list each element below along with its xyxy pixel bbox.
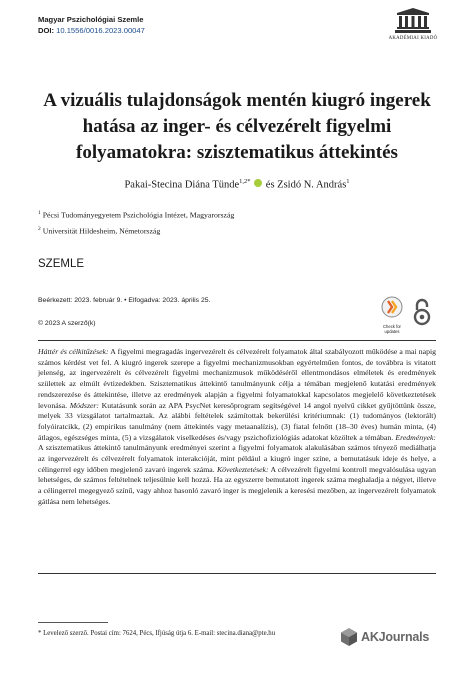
divider: [38, 573, 436, 574]
affiliation: [38, 208, 234, 221]
abstract-text: A szisztematikus áttekintő tanulmányunk eredményei szerint a figyelmi folyamatok alakulásában számos tényező mediálhatja az ingervezérelt és célvezérelt folyamatok interakcióját, mint például a kiugró inger színe, a bemutatásuk ideje és helye, a célingerrel egy időben megjelenő zavaró ingerek száma.: [38, 443, 436, 474]
affiliation-text: Pécsi Tudományegyetem Pszichológia Intézet, Magyarország: [42, 210, 235, 220]
section-label: SZEMLE: [38, 258, 85, 270]
publisher-name: AKADÉMIAI KIADÓ: [388, 36, 438, 41]
abstract-heading: Következtetések:: [216, 464, 269, 474]
doi-label: DOI:: [38, 25, 55, 35]
author-superscript: 1,2*: [239, 178, 251, 185]
abstract: [38, 347, 436, 508]
title-line: A vizuális tulajdonságok mentén kiugró ingerek: [43, 90, 431, 111]
abstract-heading: Háttér és célkitűzések:: [38, 347, 109, 356]
author-list: [30, 175, 444, 193]
building-icon: [393, 8, 433, 34]
article-title: [30, 88, 444, 166]
copyright-notice: © 2023 A szerző(k): [38, 320, 96, 327]
open-access-icon: [413, 298, 431, 331]
abstract-heading: Módszer:: [69, 400, 99, 410]
orcid-icon[interactable]: [254, 179, 262, 187]
check-updates-icon: [381, 296, 403, 318]
affiliation: [38, 224, 160, 237]
journal-header: [38, 15, 145, 36]
title-line: hatása az inger- és célvezérelt figyelmi: [82, 116, 392, 137]
cube-icon: [340, 627, 358, 647]
abstract-text: Kutatásunk során az APA PsycNet keresőprogram segítségével 14 angol nyelvű cikket gyűjtöttünk össze, melyek 33 vizsgálatot tartalmaztak. Az alábbi feltételek számítottak bekerülési kritériumnak: (1) tudományos (lektorált) folyóiratcikk, (2) empirikus tanulmány (nem áttekintés vagy metaanalízis), (3) fiatal felnőtt (18–30 éves) humán minta, (4) átlagos, egészséges minta, (5) a vizsgálatok viselkedéses és/vagy pszichofiziológiás adatokat közöltek a témában.: [38, 400, 436, 442]
author-superscript: 1: [346, 178, 350, 185]
check-updates-label: Check for updates: [383, 324, 401, 334]
abstract-text: A figyelmi megragadás ingervezérelt és célvezérelt folyamatok által szabályozott működése a mai napig számos kérdést vet fel. A kiugró ingerek szerepe a figyelmi mechanizmusokban egyértelműen fontos, de továbbra is vitatott jelenség, az ingervezérelt és célvezérelt figyelmi mechanizmusok működéséről ellentmondásos elméletek és eredmények születtek az elmúlt évtizedekben. Szisztematikus áttekintő tanulmányunk célja a témában megjelenő kutatási eredmények rendszerezése és áttekintése, illetve az eredmények alapján a figyelmi folyamatokkal kapcsolatos megjelelő következtetések levonása.: [38, 347, 436, 410]
author-name: Pakai-Stecina Diána Tünde: [124, 179, 240, 191]
affiliation-number: 2: [38, 226, 41, 232]
akjournals-logo[interactable]: [340, 627, 429, 647]
journal-name: Magyar Pszichológiai Szemle: [38, 15, 144, 24]
title-line: folyamatokra: szisztematikus áttekintés: [76, 142, 398, 163]
akjournals-text: AKJournals: [361, 630, 430, 644]
article-dates: Beérkezett: 2023. február 9. • Elfogadva: 2023. április 25.: [38, 297, 211, 304]
divider: [38, 340, 436, 341]
abstract-text: A célvezérelt figyelmi kontroll megvalósulása ugyan lehetséges, de számos feltételnek teljesülnie kell hozzá. Ha az egyszerre bemutatott ingerek száma meghaladja a négyet, illetve a célingerrel megegyező színű, vagy ahhoz hasonló zavaró inger is megjelenik a keresési mezőben, az ingervezérelt folyamatok gátlása nem lehetséges.: [38, 464, 436, 506]
affiliation-text: Universität Hildesheim, Németország: [42, 226, 161, 236]
publisher-logo: [380, 8, 446, 41]
doi-line: [38, 26, 145, 37]
abstract-heading: Eredmények:: [395, 432, 436, 442]
affiliation-number: 1: [38, 210, 41, 216]
footnote: * Levelező szerző. Postai cím: 7624, Pécs, Ifjúság útja 6. E-mail: stecina.diana@pte.hu: [38, 630, 276, 637]
doi-link[interactable]: 10.1556/0016.2023.00047: [56, 25, 145, 35]
check-updates-badge[interactable]: [377, 296, 407, 334]
footnote-divider: [38, 622, 108, 623]
author-name: és Zsidó N. András: [263, 179, 347, 191]
